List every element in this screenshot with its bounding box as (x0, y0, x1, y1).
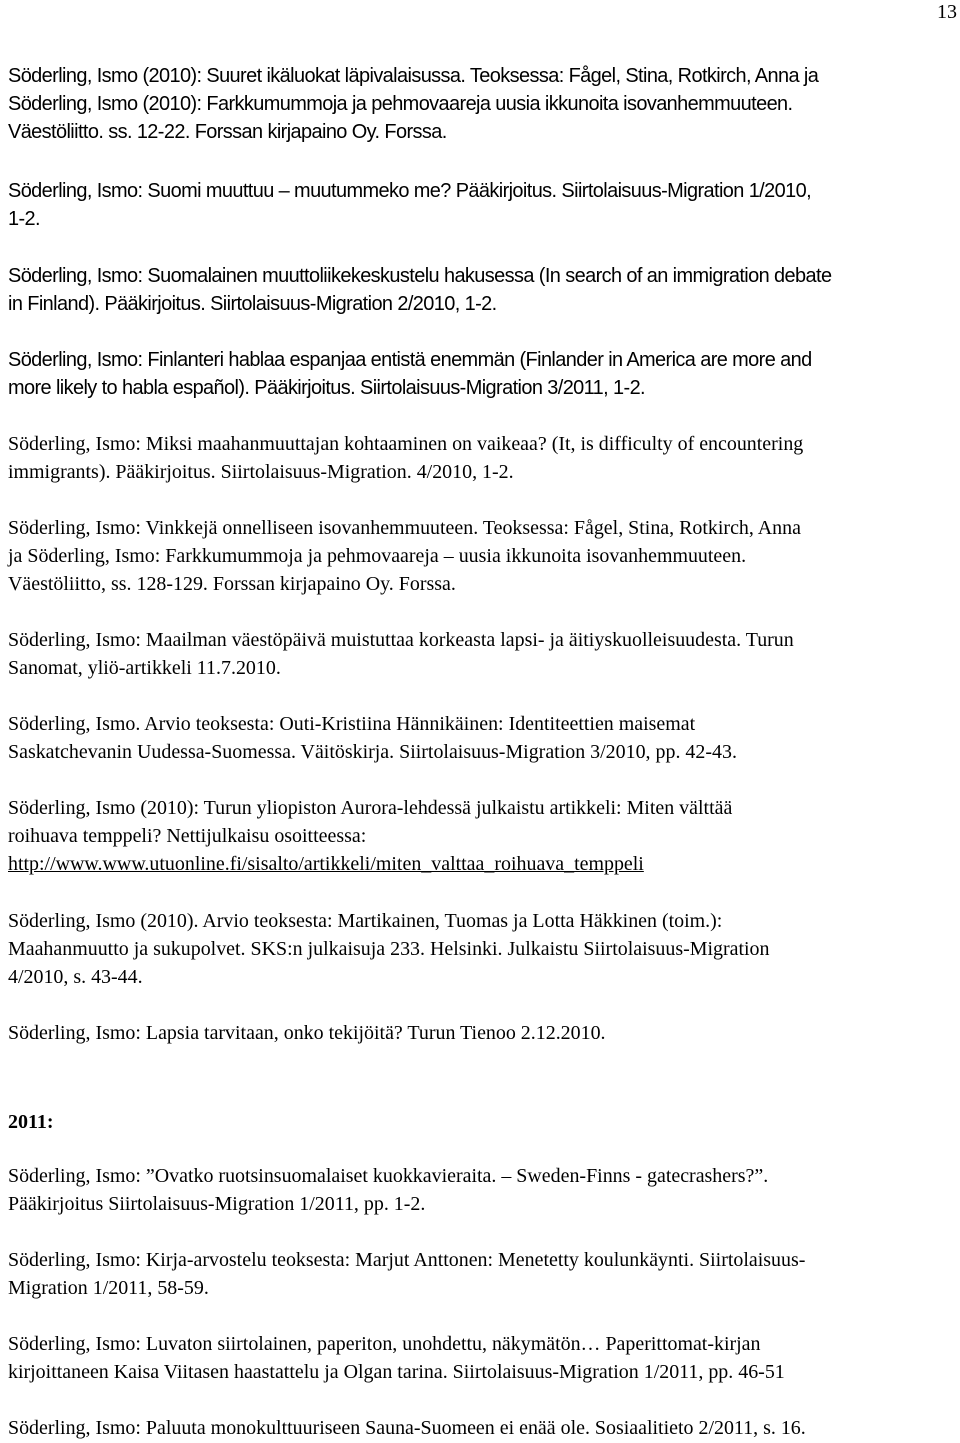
year-heading: 2011: (8, 1111, 54, 1133)
entry-line: Söderling, Ismo: Kirja-arvostelu teoksesta: Marjut Anttonen: Menetetty koulunkäynti. Siirtolaisuus- (8, 1249, 806, 1271)
bibliography-entry (8, 1019, 960, 1047)
entry-line: Söderling, Ismo: Paluuta monokulttuuriseen Sauna-Suomeen ei enää ole. Sosiaalitieto 2/2011, s. 16. (8, 1417, 806, 1439)
page-number: 13 (937, 1, 957, 23)
entry-line: Väestöliitto. ss. 12-22. Forssan kirjapaino Oy. Forssa. (8, 121, 447, 143)
entry-line: Söderling, Ismo (2010): Farkkumummoja ja pehmovaareja uusia ikkunoita isovanhemmuuteen. (8, 93, 793, 115)
entry-line: Söderling, Ismo (2010): Suuret ikäluokat läpivalaisussa. Teoksessa: Fågel, Stina, Rotkirch, Anna ja (8, 65, 819, 87)
bibliography-entry (8, 1414, 960, 1442)
entry-line: Söderling, Ismo (2010): Turun yliopiston Aurora-lehdessä julkaistu artikkeli: Miten välttää (8, 797, 733, 819)
entry-line: Maahanmuutto ja sukupolvet. SKS:n julkaisuja 233. Helsinki. Julkaistu Siirtolaisuus-Migration (8, 938, 770, 960)
entry-line: 1-2. (8, 208, 40, 230)
bibliography-entry (8, 177, 960, 233)
entry-line: Pääkirjoitus Siirtolaisuus-Migration 1/2011, pp. 1-2. (8, 1193, 426, 1215)
entry-line: Söderling, Ismo: Finlanteri hablaa espanjaa entistä enemmän (Finlander in America are more and (8, 349, 812, 371)
entry-line: in Finland). Pääkirjoitus. Siirtolaisuus-Migration 2/2010, 1-2. (8, 293, 497, 315)
entry-line: Söderling, Ismo. Arvio teoksesta: Outi-Kristiina Hännikäinen: Identiteettien maisemat (8, 713, 696, 735)
bibliography-entry (8, 710, 960, 766)
bibliography-entry (8, 907, 960, 991)
bibliography-entry (8, 62, 960, 146)
bibliography-entry (8, 1330, 960, 1386)
bibliography-entry (8, 262, 960, 318)
entry-line: kirjoittaneen Kaisa Viitasen haastattelu ja Olgan tarina. Siirtolaisuus-Migration 1/2011, pp. 46-51 (8, 1361, 785, 1383)
entry-line: 4/2010, s. 43-44. (8, 966, 143, 988)
entry-line: Migration 1/2011, 58-59. (8, 1277, 209, 1299)
entry-line: Söderling, Ismo: Luvaton siirtolainen, paperiton, unohdettu, näkymätön… Paperittomat-kirjan (8, 1333, 761, 1355)
bibliography-entry (8, 1246, 960, 1302)
entry-line: Söderling, Ismo: Maailman väestöpäivä muistuttaa korkeasta lapsi- ja äitiyskuolleisuudesta. Turun (8, 629, 794, 651)
bibliography-entry (8, 346, 960, 402)
bibliography-entry (8, 626, 960, 682)
entry-line: Söderling, Ismo: ”Ovatko ruotsinsuomalaiset kuokkavieraita. – Sweden-Finns - gatecrashers?”. (8, 1165, 769, 1187)
entry-line: immigrants). Pääkirjoitus. Siirtolaisuus-Migration. 4/2010, 1-2. (8, 461, 514, 483)
entry-line: Söderling, Ismo: Lapsia tarvitaan, onko tekijöitä? Turun Tienoo 2.12.2010. (8, 1022, 606, 1044)
entry-line: Söderling, Ismo: Suomalainen muuttoliikekeskustelu hakusessa (In search of an immigration debate (8, 265, 832, 287)
bibliography-entry (8, 1162, 960, 1218)
entry-line: Saskatchevanin Uudessa-Suomessa. Väitöskirja. Siirtolaisuus-Migration 3/2010, pp. 42-43. (8, 741, 737, 763)
entry-line: Söderling, Ismo (2010). Arvio teoksesta: Martikainen, Tuomas ja Lotta Häkkinen (toim.): (8, 910, 723, 932)
bibliography-entry (8, 794, 960, 878)
entry-line: Sanomat, yliö-artikkeli 11.7.2010. (8, 657, 281, 679)
bibliography-entry (8, 514, 960, 598)
article-link[interactable]: http://www.www.utuonline.fi/sisalto/artikkeli/miten_valttaa_roihuava_temppeli (8, 853, 644, 875)
bibliography-entry (8, 430, 960, 486)
entry-line: ja Söderling, Ismo: Farkkumummoja ja pehmovaareja – uusia ikkunoita isovanhemmuuteen. (8, 545, 747, 567)
entry-line: Söderling, Ismo: Suomi muuttuu – muutummeko me? Pääkirjoitus. Siirtolaisuus-Migration 1/2010, (8, 180, 812, 202)
entry-line: Väestöliitto, ss. 128-129. Forssan kirjapaino Oy. Forssa. (8, 573, 456, 595)
entry-line: more likely to habla español). Pääkirjoitus. Siirtolaisuus-Migration 3/2011, 1-2. (8, 377, 645, 399)
entry-line: Söderling, Ismo: Miksi maahanmuuttajan kohtaaminen on vaikeaa? (It, is difficulty of encountering (8, 433, 804, 455)
entry-line: Söderling, Ismo: Vinkkejä onnelliseen isovanhemmuuteen. Teoksessa: Fågel, Stina, Rotkirch, Anna (8, 517, 801, 539)
entry-line: roihuava temppeli? Nettijulkaisu osoitteessa: (8, 825, 367, 847)
